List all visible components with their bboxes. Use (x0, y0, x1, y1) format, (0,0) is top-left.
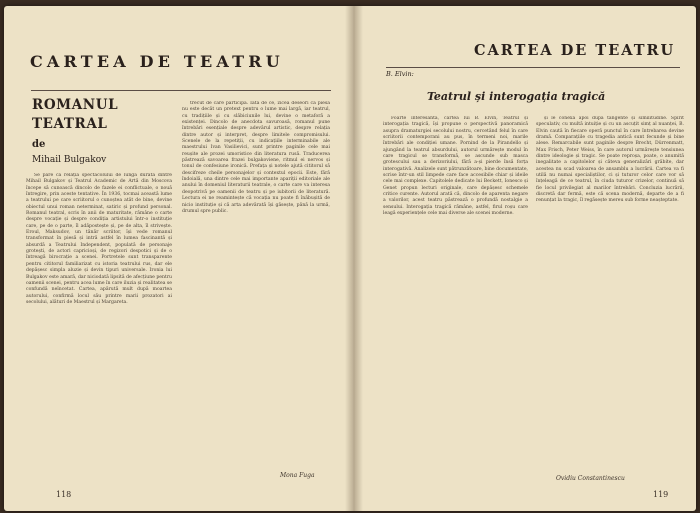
right-signature: Ovidiu Constantinescu (556, 475, 625, 482)
book-title-line-2: TEATRAL (32, 116, 108, 132)
left-section-title: CARTEA DE TEATRU (30, 52, 284, 71)
byline-de: de (32, 139, 46, 150)
right-section-title: CARTEA DE TEATRU (474, 42, 676, 59)
review-author: B. Elvin: (386, 70, 414, 78)
left-column-2 (182, 101, 330, 469)
right-column-2-text: și le conexa apoi după tangente și similitudine. Spirit speculativ, cu multă intuiție și cu un ascuțit simț al nuanței, B. Elvin caută în fiecare operă punctul în care întrebarea devine dramă. Comparațiile cu tragedia antică sunt fecunde și bine alese. Remarcabile sunt paginile despre Brecht, Dürrenmatt, Max Frisch, Peter Weiss, în care autorul urmărește tensiunea dintre ideologie și tragic. Se poate reproșa, poate, o anumită inegalitate a capitolelor și câteva generalizări grăbite, dar acestea nu scad valoarea de ansamblu a lucrării. Cartea va fi utilă nu numai specialiștilor, ci și tuturor celor care vor să înțeleagă de ce teatrul, în ciuda tuturor crizelor, continuă să fie locul privilegiat al marilor întrebări. Concluzia lucrării, discretă dar fermă, este că scena modernă, departe de a fi renunțat la tragic, îl regăsește mereu sub forme neașteptate. (536, 116, 684, 204)
right-column-1-text: Foarte interesantă, cartea lui B. Elvin, Teatrul și interogația tragică, își propune o perspectivă panoramică asupra dramaturgiei secolului nostru, cercetând felul în care scriitorii contemporani au pus, în termeni noi, marile întrebări ale condiției umane. Pornind de la Pirandello și ajungând la teatrul absurdului, autorul urmărește modul în care tragicul se transformă, se ascunde sub masca grotescului sau a derizoriului, fără a-și pierde însă forța interogativă. Analizele sunt pătrunzătoare, bine documentate, scrise într-un stil limpede care face accesibile chiar și ideile cele mai complexe. Capitolele dedicate lui Beckett, Ionesco și Genet propun lecturi originale, care depășesc schemele critice curente. Autorul arată că, dincolo de aparenta negare a valorilor, acest teatru păstrează o profundă nostalgie a sensului. Interogația tragică rămâne, astfel, firul roșu care leagă experiențele cele mai diverse ale scenei moderne. (383, 116, 528, 217)
left-signature: Mona Fuga (280, 472, 315, 479)
left-page-number: 118 (56, 490, 72, 499)
left-column-1 (26, 173, 172, 486)
review-headline: Teatrul și interogația tragică (427, 90, 606, 103)
right-page-number: 119 (653, 490, 669, 499)
right-title-rule (386, 67, 680, 68)
byline-author: Mihail Bulgakov (32, 155, 107, 165)
right-column-1 (383, 116, 528, 486)
left-column-2-text: trecut de care participă. Iată de ce, zicea deseori că piesa nu este decât un pretext pentru o lume mai largă, iar teatrul, cu tradițiile și cu slăbiciunile lui, devine o metaforă a existenței. Dincolo de anecdota savuroasă, romanul pune întrebări esențiale despre adevărul artistic, despre relația dintre autor și interpret, despre limitele compromisului. Scenele de la repetiții, cu indicațiile interminabile ale maestrului Ivan Vasilievici, sunt printre paginile cele mai reușite ale prozei umoristice din literatura rusă. Traducerea păstrează savoarea frazei bulgakoviene, ritmul ei nervos și tonul de confesiune ironică. Prefața și notele ajută cititorul să descifreze cheile personajelor și contextul epocii. Este, fără îndoială, una dintre cele mai importante apariții editoriale ale anului în domeniul literaturii teatrale, o carte care va interesa deopotrivă pe oamenii de teatru și pe iubitorii de literatură. Lectura ei ne reamintește că vocația nu poate fi înăbușită de nicio instituție și că arta adevărată își găsește, până la urmă, drumul spre public. (182, 101, 330, 214)
right-column-2 (536, 116, 684, 473)
left-title-rule (31, 90, 331, 91)
left-page (4, 6, 349, 511)
left-column-1-text: Se pare că relația spectacolului de lungă durată dintre Mihail Bulgakov și Teatrul Academic de Artă din Moscova începe să cunoască dincolo de fazele ei conflictuale, o nouă întregire, prin aceste tentative. În 1936, tocmai această lume a teatrului pe care scriitorul o cunoștea atât de bine, devine obiectul unui roman neterminat, satiric și profund personal. Romanul teatral, scris în anii de maturitate, rămâne o carte despre vocație și despre condiția artistului într-o instituție care, pe de o parte, îl adăpostește și, pe de alta, îl strivește. Eroul, Maksudov, un tânăr scriitor, își vede romanul transformat în piesă și intră astfel în lumea fascinantă și absurdă a Teatrului Independent, populată de personaje grotești, de actori capricioși, de regizori despotici și de o întreagă birocrație a scenei. Portretele sunt transparente pentru cititorul familiarizat cu istoria teatrului rus, dar ele depășesc simpla aluzie și devin tipuri universale. Ironia lui Bulgakov este amară, dar niciodată lipsită de afecțiune pentru oamenii scenei, pentru acea lume în care iluzia și realitatea se confundă neîncetat. Cartea, apărută mult după moartea autorului, confirmă locul său printre marii prozatori ai secolului, alături de Maestrul și Margareta. (26, 173, 172, 305)
magazine-spread (4, 6, 696, 511)
right-page (359, 6, 696, 511)
book-title-line-1: ROMANUL (32, 97, 119, 113)
